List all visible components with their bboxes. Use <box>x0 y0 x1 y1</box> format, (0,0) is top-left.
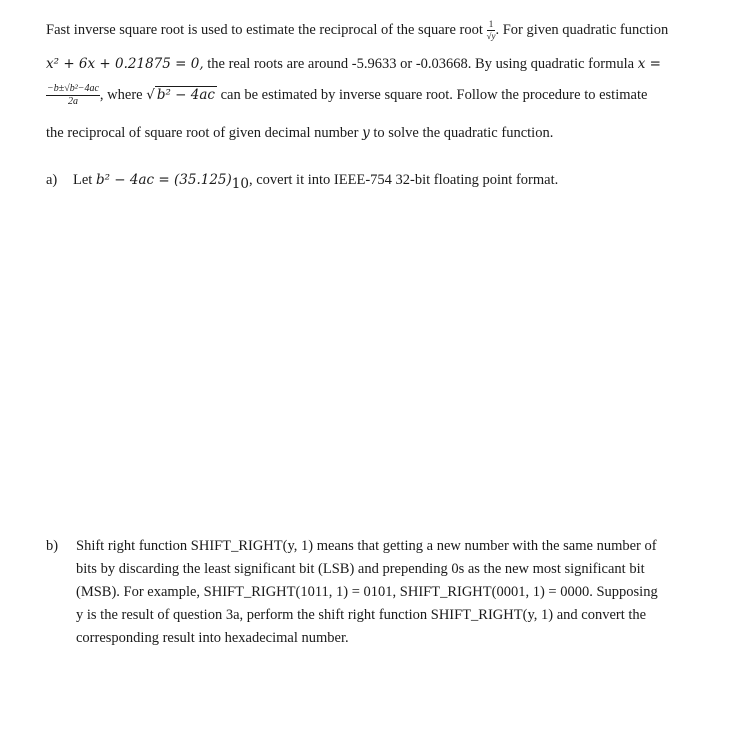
quadratic-formula-fraction <box>46 84 100 107</box>
intro-line-2-text: the real roots are around -5.9633 or -0.03668. By using quadratic formula <box>207 56 635 72</box>
question-b-label: b) <box>46 538 59 554</box>
question-a-expression: b² − 4ac = (35.125) <box>95 172 232 188</box>
intro-line-4-text-a: the reciprocal of square root of given decimal number <box>46 125 359 141</box>
fraction-numerator: 1 <box>487 20 496 31</box>
formula-numerator: −b±√b²−4ac <box>47 83 99 94</box>
question-a-text <box>73 172 559 192</box>
intro-line-3 <box>46 84 647 107</box>
question-b-line-4: y is the result of question 3a, perform the shift right function SHIFT_RIGHT(y, 1) and convert the <box>76 607 647 623</box>
intro-line-1-tail: . For given quadratic function <box>495 21 669 38</box>
where-text: , where <box>99 86 143 103</box>
intro-line-4-text-b: to solve the quadratic function. <box>373 125 554 141</box>
question-b-line-1: Shift right function SHIFT_RIGHT(y, 1) means that getting a new number with the same number of <box>76 538 657 554</box>
question-a-text-b: , covert it into IEEE-754 32-bit floating point format. <box>248 172 559 188</box>
question-a-base: 10 <box>231 175 249 192</box>
fraction-denominator: √y <box>486 31 496 41</box>
question-b-line-2: bits by discarding the least significant bit (LSB) and prepending 0s as the new most significant bit <box>76 561 645 577</box>
discriminant-radicand: b² − 4ac <box>156 86 215 103</box>
intro-line-4 <box>46 125 553 142</box>
intro-line-1 <box>46 20 668 41</box>
discriminant-sqrt: √ b² − 4ac <box>146 86 215 103</box>
variable-y: y <box>362 125 370 141</box>
intro-line-2 <box>46 56 661 73</box>
intro-line-3-text: can be estimated by inverse square root. Follow the procedure to estimate <box>220 86 648 103</box>
question-b-line-5: corresponding result into hexadecimal number. <box>76 630 349 646</box>
question-b-line-3: (MSB). For example, SHIFT_RIGHT(1011, 1) = 0101, SHIFT_RIGHT(0001, 1) = 0000. Supposing <box>76 584 658 600</box>
intro-line-1-text: Fast inverse square root is used to estimate the reciprocal of the square root <box>46 21 483 38</box>
x-equals: x = <box>637 56 661 72</box>
question-a-label: a) <box>46 172 58 188</box>
quadratic-equation: x² + 6x + 0.21875 = 0, <box>46 56 204 72</box>
question-a-let: Let <box>73 172 93 188</box>
formula-denominator: 2a <box>67 96 78 107</box>
